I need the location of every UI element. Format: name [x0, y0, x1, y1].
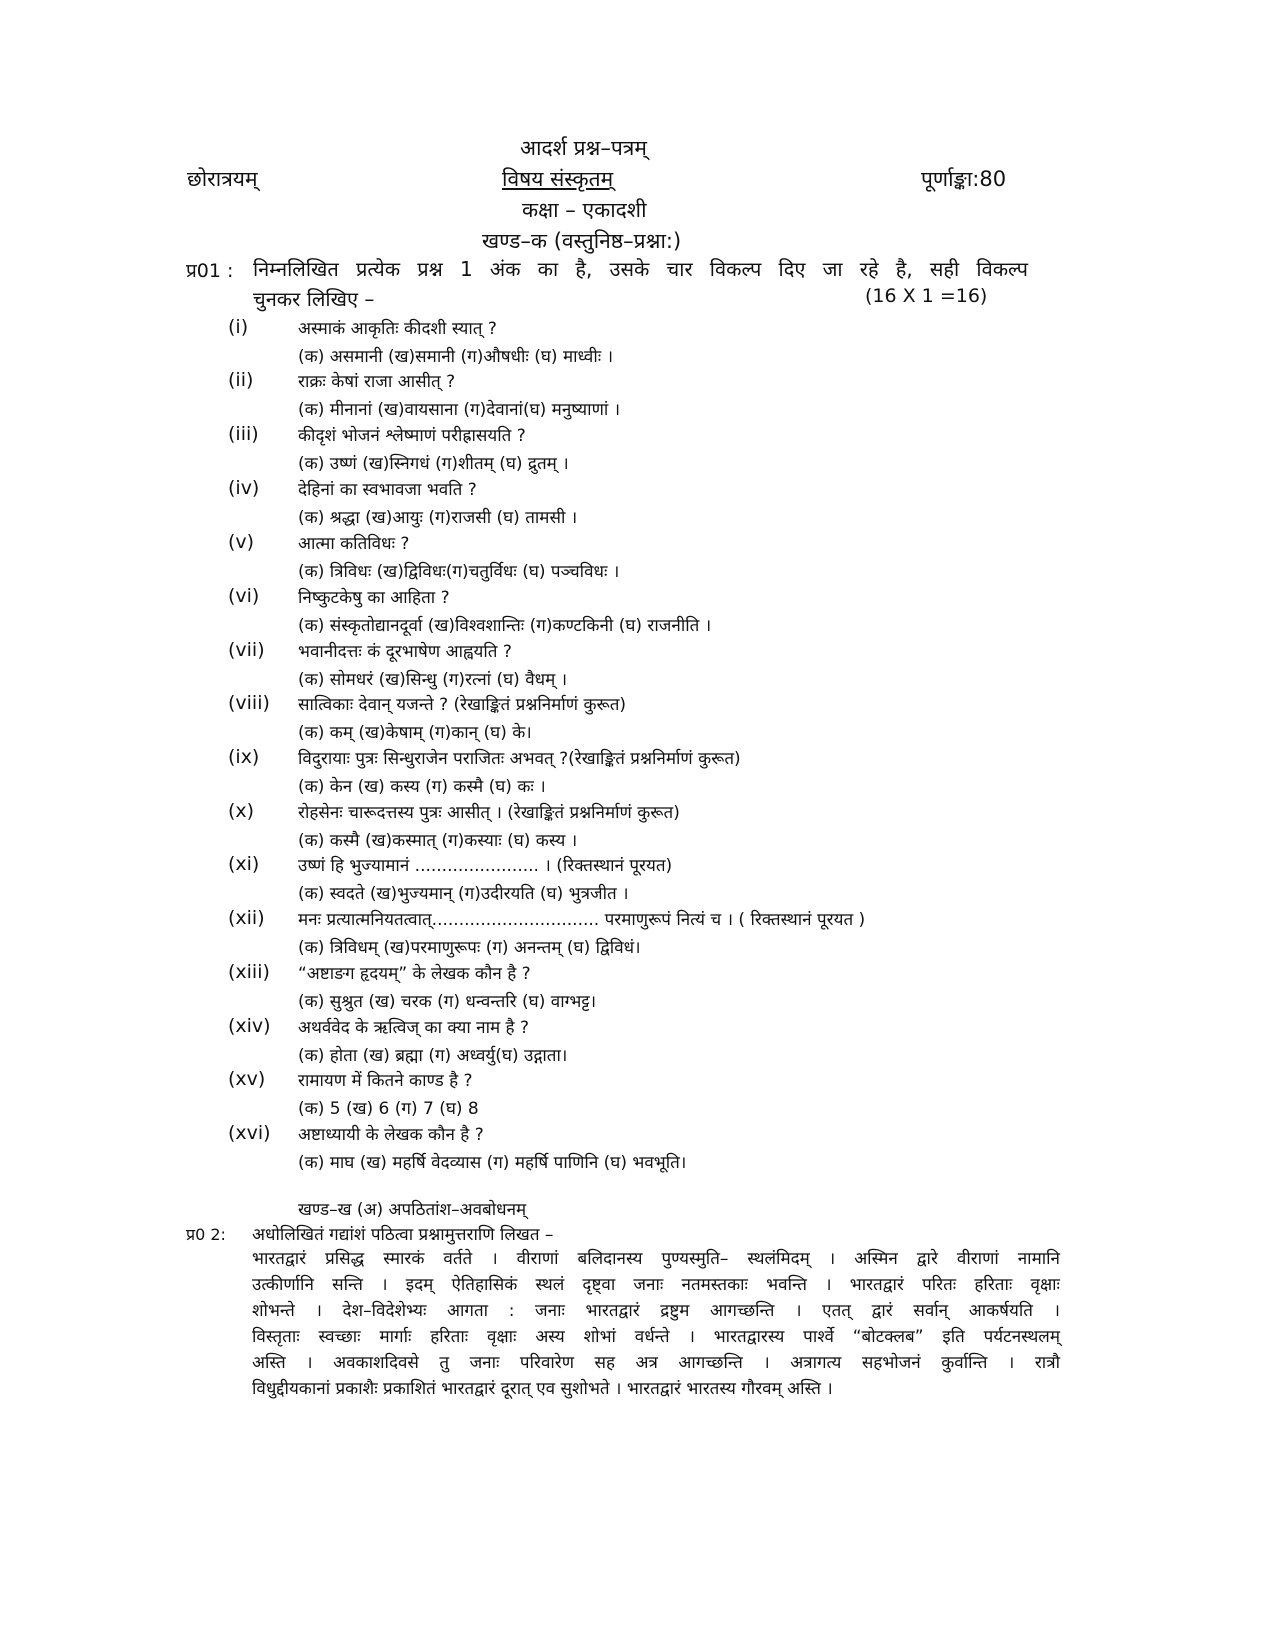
question-options: (क) कस्मै (ख)कस्मात् (ग)कस्याः (घ) कस्य ।	[298, 831, 578, 851]
question-text: भवानीदत्तः कं दूरभाषेण आह्वयति ?	[298, 642, 512, 662]
question-options: (क) कम् (ख)केषाम् (ग)कान् (घ) के।	[298, 723, 532, 743]
q2-label: प्र0 2:	[186, 1225, 226, 1244]
question-options: (क) सोमधरं (ख)सिन्धु (ग)रत्नां (घ) वैधम् ।	[298, 670, 568, 690]
unseen-passage	[252, 1246, 1060, 1402]
question-options: (क) माघ (ख) महर्षि वेदव्यास (ग) महर्षि पाणिनि (घ) भवभूति।	[298, 1153, 687, 1173]
q1-instruction-line2: चुनकर लिखिए –	[253, 287, 375, 311]
question-number: (xii)	[228, 907, 265, 929]
question-number: (viii)	[228, 692, 270, 714]
question-text: देहिनां का स्वभावजा भवति ?	[298, 480, 477, 500]
question-number: (ix)	[228, 746, 260, 768]
section-a-heading: खण्ड–क (वस्तुनिष्ठ–प्रश्ना:)	[482, 229, 682, 253]
question-options: (क) होता (ख) ब्रह्मा (ग) अध्वर्यु(घ) उद्गाता।	[298, 1046, 568, 1066]
question-text: कीदृशं भोजनं श्लेष्माणं परीह्रासयति ?	[298, 426, 526, 446]
q1-instruction-line1: निम्नलिखित प्रत्येक प्रश्न 1 अंक का है, उसके चार विकल्प दिए जा रहे है, सही विकल्प	[253, 257, 1028, 281]
question-number: (xvi)	[228, 1122, 271, 1144]
question-text: मनः प्रत्यात्मनियतत्वात्............................... परमाणुरूपं नित्यं च । ( रिक्तस्थानं पूरयत )	[298, 910, 866, 930]
question-number: (iii)	[228, 423, 259, 445]
question-options: (क) 5 (ख) 6 (ग) 7 (घ) 8	[298, 1099, 479, 1119]
question-text: अष्टाध्यायी के लेखक कौन है ?	[298, 1125, 484, 1145]
passage-line: भारतद्वारं प्रसिद्ध स्मारकं वर्तते । वीराणां बलिदानस्य पुण्यस्मुति– स्थलंमिदम् । अस्मिन द्वारे वीराणां नामानि	[252, 1249, 1060, 1269]
question-options: (क) असमानी (ख)समानी (ग)औषधीः (घ) माध्वीः ।	[298, 347, 614, 367]
question-number: (iv)	[228, 477, 260, 499]
question-number: (x)	[228, 800, 255, 822]
question-number: (xv)	[228, 1068, 266, 1090]
passage-line: विधुद्दीयकानां प्रकाशैः प्रकाशितं भारतद्वारं दूरात् एव सुशोभते । भारतद्वारं भारतस्य गौरवम् अस्ति ।	[252, 1379, 833, 1399]
question-text: रोहसेनः चारूदत्तस्य पुत्रः आसीत् । (रेखाङ्कितं प्रश्ननिर्माणं कुरूत)	[298, 803, 680, 823]
question-options: (क) मीनानां (ख)वायसाना (ग)देवानां(घ) मनुष्याणां ।	[298, 400, 621, 420]
q1-label: प्र01 :	[186, 260, 234, 282]
question-options: (क) त्रिविधम् (ख)परमाणुरूपः (ग) अनन्तम् (घ) द्विविधं।	[298, 938, 641, 958]
question-text: विदुरायाः पुत्रः सिन्धुराजेन पराजितः अभवत् ?(रेखाङ्कितं प्रश्ननिर्माणं कुरूत)	[298, 749, 741, 769]
passage-line: विस्तृताः स्वच्छाः मार्गाः हरिताः वृक्षाः अस्य शोभां वर्धन्ते । भारतद्वारस्य पार्श्वे “बोटक्लब” इति पर्यटनस्थलम्	[252, 1327, 1060, 1347]
question-number: (i)	[228, 316, 249, 338]
question-number: (xiii)	[228, 961, 270, 983]
subject-title: विषय संस्कृतम्	[502, 167, 614, 191]
question-text: “अष्टाङग हृदयम्” के लेखक कौन है ?	[298, 964, 531, 984]
question-number: (vii)	[228, 639, 265, 661]
question-text: राक्रः केषां राजा आसीत् ?	[298, 372, 456, 392]
section-b-heading: खण्ड–ख (अ) अपठितांश–अवबोधनम्	[298, 1200, 527, 1220]
question-options: (क) सुश्रुत (ख) चरक (ग) धन्वन्तरि (घ) वाग्भट्ट।	[298, 992, 597, 1012]
q2-instruction: अधोलिखितं गद्यांशं पठित्वा प्रश्नामुत्तराणि लिखत –	[252, 1225, 554, 1245]
question-text: उष्णं हि भुज्यामानं ....................... । (रिक्तस्थानं पूरयत)	[298, 856, 673, 876]
question-options: (क) उष्णं (ख)स्निगधं (ग)शीतम् (घ) द्रुतम् ।	[298, 454, 569, 474]
question-text: आत्मा कतिविधः ?	[298, 534, 410, 554]
header-left-text: छोरात्रयम्	[187, 167, 258, 191]
question-options: (क) केन (ख) कस्य (ग) कस्मै (घ) कः ।	[298, 777, 546, 797]
question-number: (vi)	[228, 585, 260, 607]
question-number: (v)	[228, 531, 255, 553]
q1-marks: (16 X 1 =16)	[865, 285, 988, 307]
question-number: (xi)	[228, 853, 260, 875]
question-number: (ii)	[228, 369, 254, 391]
passage-line: शोभन्ते । देश–विदेशेभ्यः आगता : जनाः भारतद्वारं द्रष्टुम आगच्छन्ति । एतत् द्वारं सर्वान् आकर्षयति ।	[252, 1301, 1060, 1321]
paper-title: आदर्श प्रश्न–पत्रम्	[520, 136, 647, 160]
question-text: रामायण में कितने काण्ड है ?	[298, 1071, 473, 1091]
question-text: सात्विकाः देवान् यजन्ते ? (रेखाङ्कितं प्रश्ननिर्माणं कुरूत)	[298, 695, 627, 715]
class-label: कक्षा – एकादशी	[522, 198, 647, 222]
passage-line: उत्कीर्णानि सन्ति । इदम् ऐतिहासिकं स्थलं दृष्ट्वा जनाः नतमस्तकाः भवन्ति । भारतद्वारं परितः हरिताः वृक्षाः	[252, 1275, 1060, 1295]
question-options: (क) त्रिविधः (ख)द्विविधः(ग)चतुर्विधः (घ) पञ्चविधः ।	[298, 562, 620, 582]
question-options: (क) श्रद्धा (ख)आयुः (ग)राजसी (घ) तामसी ।	[298, 508, 578, 528]
total-marks: पूर्णाङ्का:80	[921, 167, 1007, 191]
question-number: (xiv)	[228, 1015, 271, 1037]
question-options: (क) संस्कृतोद्यानदूर्वा (ख)विश्वशान्तिः (ग)कण्टकिनी (घ) राजनीति ।	[298, 616, 712, 636]
passage-line: अस्ति । अवकाशदिवसे तु जनाः परिवारेण सह अत्र आगच्छन्ति । अत्रागत्य सहभोजनं कुर्वान्ति । रात्रौ	[252, 1353, 1060, 1373]
question-text: अस्माकं आकृतिः कीदशी स्यात् ?	[298, 319, 497, 339]
question-options: (क) स्वदते (ख)भुज्यमान् (ग)उदीरयति (घ) भुत्रजीत ।	[298, 884, 629, 904]
question-text: अथर्ववेद के ऋत्विज् का क्या नाम है ?	[298, 1018, 530, 1038]
question-text: निष्कुटकेषु का आहिता ?	[298, 588, 450, 608]
